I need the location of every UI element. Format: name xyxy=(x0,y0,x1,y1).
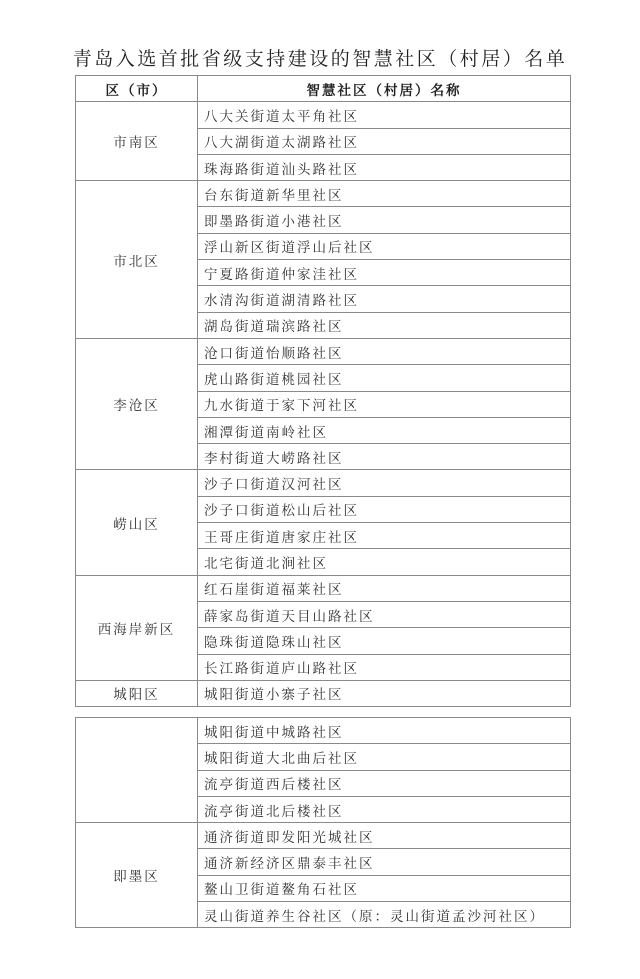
community-cell: 八大关街道太平角社区 xyxy=(198,102,571,128)
community-table-part-2 xyxy=(75,717,571,928)
community-cell: 虎山路街道桃园社区 xyxy=(198,365,571,391)
community-cell: 水清沟街道湖清路社区 xyxy=(198,286,571,312)
district-cell: 城阳区 xyxy=(76,680,198,706)
community-cell: 城阳街道大北曲后社区 xyxy=(198,744,571,770)
community-cell: 八大湖街道太湖路社区 xyxy=(198,128,571,154)
table-header-row xyxy=(76,76,571,102)
community-cell: 通济街道即发阳光城社区 xyxy=(198,823,571,849)
community-cell: 沙子口街道汉河社区 xyxy=(198,470,571,496)
community-cell: 湘潭街道南岭社区 xyxy=(198,417,571,443)
header-district: 区（市） xyxy=(76,76,198,102)
community-cell: 浮山新区街道浮山后社区 xyxy=(198,233,571,259)
community-cell: 北宅街道北涧社区 xyxy=(198,549,571,575)
district-cell: 西海岸新区 xyxy=(76,575,198,680)
community-cell: 长江路街道庐山路社区 xyxy=(198,654,571,680)
community-cell: 沧口街道怡顺路社区 xyxy=(198,338,571,364)
district-cell xyxy=(76,718,198,823)
community-cell: 流亭街道西后楼社区 xyxy=(198,770,571,796)
community-cell: 灵山街道养生谷社区（原：灵山街道孟沙河社区） xyxy=(198,902,571,928)
community-cell: 沙子口街道松山后社区 xyxy=(198,496,571,522)
community-cell: 流亭街道北后楼社区 xyxy=(198,796,571,822)
table-row xyxy=(76,718,571,744)
district-cell: 李沧区 xyxy=(76,338,198,469)
header-community: 智慧社区（村居）名称 xyxy=(198,76,571,102)
community-cell: 通济新经济区鼎泰丰社区 xyxy=(198,849,571,875)
district-cell: 即墨区 xyxy=(76,823,198,928)
community-cell: 隐珠街道隐珠山社区 xyxy=(198,628,571,654)
community-cell: 九水街道于家下河社区 xyxy=(198,391,571,417)
community-cell: 红石崖街道福莱社区 xyxy=(198,575,571,601)
table-row xyxy=(76,823,571,849)
table-row xyxy=(76,181,571,207)
community-cell: 宁夏路街道仲家洼社区 xyxy=(198,260,571,286)
community-cell: 即墨路街道小港社区 xyxy=(198,207,571,233)
table-row xyxy=(76,338,571,364)
table-row xyxy=(76,102,571,128)
community-cell: 台东街道新华里社区 xyxy=(198,181,571,207)
community-cell: 鳌山卫街道鳌角石社区 xyxy=(198,875,571,901)
community-table-part-1 xyxy=(75,75,571,707)
table-row xyxy=(76,470,571,496)
table-row xyxy=(76,575,571,601)
community-cell: 城阳街道小寨子社区 xyxy=(198,680,571,706)
community-cell: 珠海路街道汕头路社区 xyxy=(198,154,571,180)
document-title: 青岛入选首批省级支持建设的智慧社区（村居）名单 xyxy=(72,48,568,70)
community-cell: 薛家岛街道天目山路社区 xyxy=(198,601,571,627)
district-cell: 市北区 xyxy=(76,181,198,339)
community-cell: 城阳街道中城路社区 xyxy=(198,718,571,744)
district-cell: 市南区 xyxy=(76,102,198,181)
community-cell: 王哥庄街道唐家庄社区 xyxy=(198,523,571,549)
community-cell: 湖岛街道瑞滨路社区 xyxy=(198,312,571,338)
community-cell: 李村街道大崂路社区 xyxy=(198,444,571,470)
district-cell: 崂山区 xyxy=(76,470,198,575)
table-row xyxy=(76,680,571,706)
